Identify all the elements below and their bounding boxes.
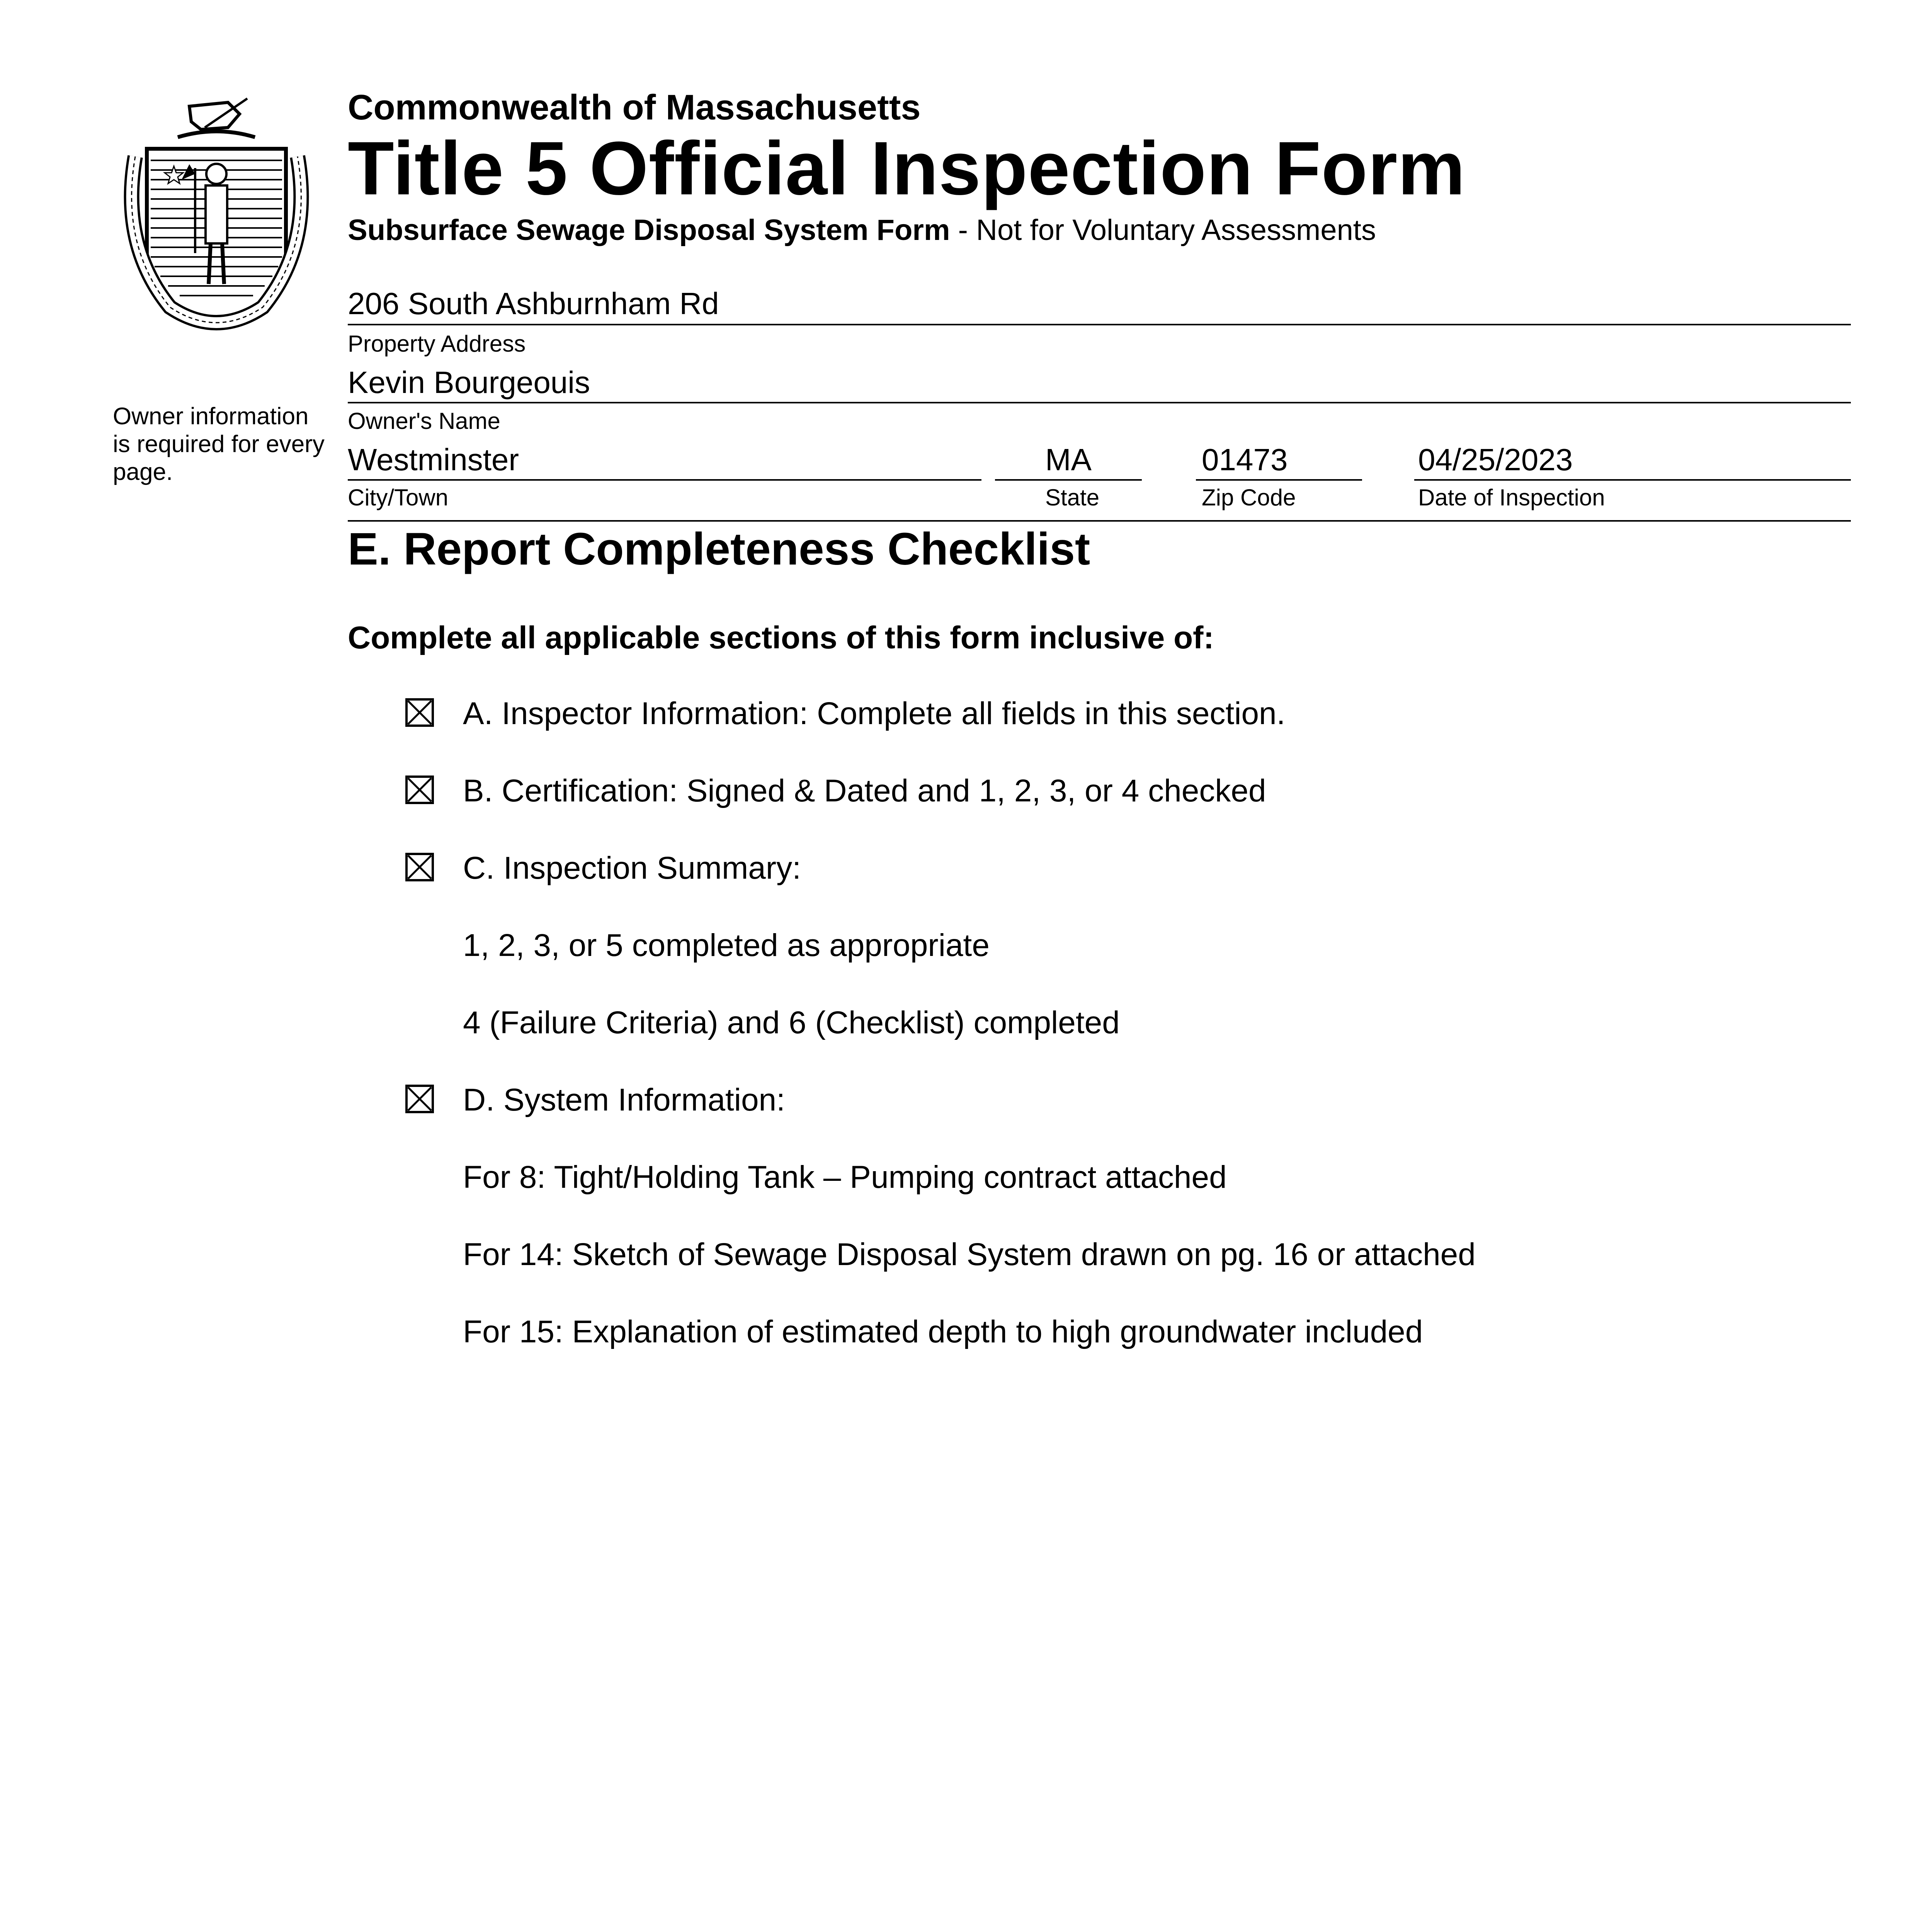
form-title: Title 5 Official Inspection Form <box>348 126 1466 211</box>
form-subtitle-rest: - Not for Voluntary Assessments <box>950 214 1376 247</box>
massachusetts-seal-icon <box>112 91 321 342</box>
state-value: MA <box>1045 442 1092 477</box>
checklist-subitem-d3: For 15: Explanation of estimated depth to high groundwater included <box>463 1314 1423 1349</box>
date-of-inspection-underline <box>1414 479 1851 481</box>
checklist-item-text: C. Inspection Summary: <box>463 850 801 886</box>
property-address-label: Property Address <box>348 331 526 357</box>
section-heading: E. Report Completeness Checklist <box>348 524 1090 575</box>
section-intro: Complete all applicable sections of this form inclusive of: <box>348 620 1214 655</box>
state-underline <box>995 479 1142 481</box>
header-divider <box>348 520 1851 522</box>
owner-info-note: Owner information is required for every page. <box>113 403 325 485</box>
date-of-inspection-label: Date of Inspection <box>1418 485 1605 510</box>
city-town-value: Westminster <box>348 442 519 477</box>
checklist-item-text: A. Inspector Information: Complete all fields in this section. <box>463 696 1286 731</box>
form-subtitle-bold: Subsurface Sewage Disposal System Form <box>348 214 950 247</box>
checked-box-icon[interactable] <box>405 1084 434 1114</box>
checklist-item-text: B. Certification: Signed & Dated and 1, 2, 3, or 4 checked <box>463 773 1266 808</box>
checked-box-icon[interactable] <box>405 852 434 882</box>
checked-box-icon[interactable] <box>405 698 434 727</box>
zip-code-value: 01473 <box>1202 442 1288 477</box>
state-label: State <box>1045 485 1100 510</box>
zip-code-label: Zip Code <box>1202 485 1296 510</box>
owner-name-underline <box>348 402 1851 403</box>
checklist-subitem-c1: 1, 2, 3, or 5 completed as appropriate <box>463 928 990 963</box>
owner-name-label: Owner's Name <box>348 408 500 434</box>
jurisdiction-title: Commonwealth of Massachusetts <box>348 88 921 127</box>
owner-name-value: Kevin Bourgeouis <box>348 365 590 400</box>
checklist-subitem-d1: For 8: Tight/Holding Tank – Pumping contract attached <box>463 1160 1227 1195</box>
form-subtitle <box>348 216 1376 245</box>
checklist-subitem-d2: For 14: Sketch of Sewage Disposal System drawn on pg. 16 or attached <box>463 1237 1476 1272</box>
checklist-subitem-c2: 4 (Failure Criteria) and 6 (Checklist) completed <box>463 1005 1120 1040</box>
city-town-underline <box>348 479 981 481</box>
zip-code-underline <box>1196 479 1362 481</box>
city-town-label: City/Town <box>348 485 449 510</box>
checked-box-icon[interactable] <box>405 775 434 804</box>
property-address-value: 206 South Ashburnham Rd <box>348 286 719 321</box>
property-address-underline <box>348 324 1851 325</box>
date-of-inspection-value: 04/25/2023 <box>1418 442 1573 477</box>
checklist-item-text: D. System Information: <box>463 1082 785 1117</box>
